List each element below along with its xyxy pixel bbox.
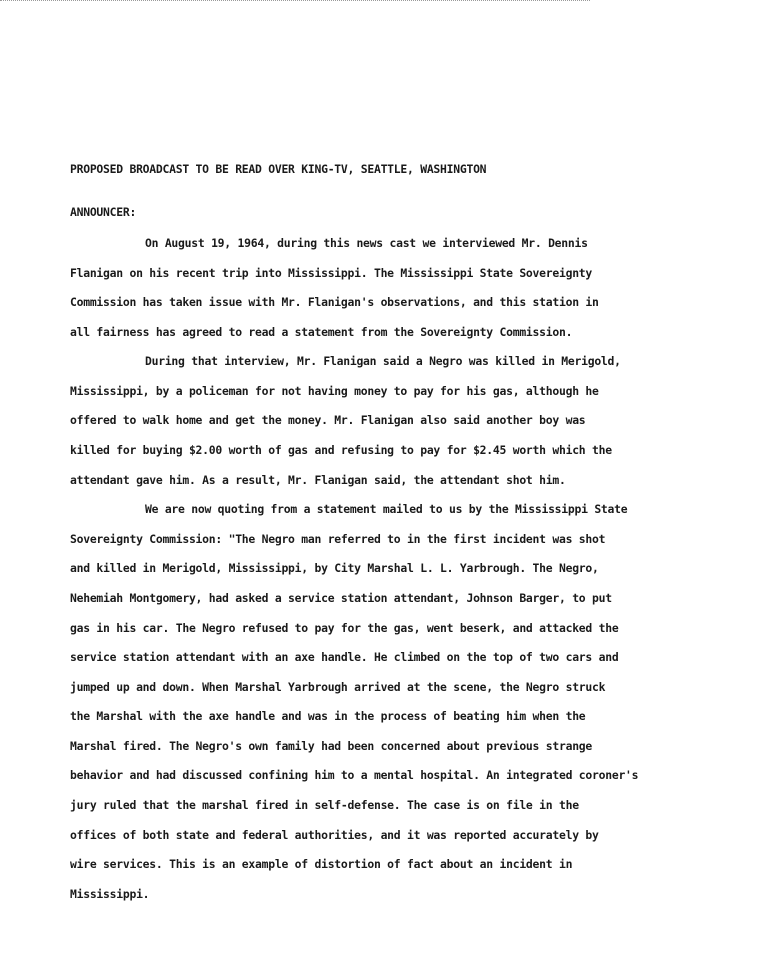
text-line: wire services. This is an example of distortion of fact about an incident in — [70, 857, 573, 872]
text-line: jumped up and down. When Marshal Yarbrough arrived at the scene, the Negro struck — [70, 679, 606, 694]
text-line: gas in his car. The Negro refused to pay for the gas, went beserk, and attacked the — [70, 620, 619, 635]
text-line: jury ruled that the marshal fired in self-defense. The case is on file in the — [70, 797, 579, 812]
document-heading: PROPOSED BROADCAST TO BE READ OVER KING-TV, SEATTLE, WASHINGTON — [70, 162, 487, 176]
text-line: Commission has taken issue with Mr. Flanigan's observations, and this station in — [70, 295, 599, 310]
text-line: the Marshal with the axe handle and was in the process of beating him when the — [70, 709, 586, 724]
text-line: and killed in Merigold, Mississippi, by City Marshal L. L. Yarbrough. The Negro, — [70, 561, 599, 576]
text-line: On August 19, 1964, during this news cast we interviewed Mr. Dennis — [145, 236, 588, 250]
text-line: Nehemiah Montgomery, had asked a service station attendant, Johnson Barger, to put — [70, 590, 612, 605]
text-line: behavior and had discussed confining him to a mental hospital. An integrated coroner's — [70, 768, 639, 783]
text-line: During that interview, Mr. Flanigan said a Negro was killed in Merigold, — [145, 354, 621, 369]
text-line: killed for buying $2.00 worth of gas and refusing to pay for $2.45 worth which the — [70, 443, 612, 458]
text-line: offices of both state and federal authorities, and it was reported accurately by — [70, 827, 599, 842]
text-line: Sovereignty Commission: "The Negro man referred to in the first incident was shot — [70, 531, 606, 546]
text-line: all fairness has agreed to read a statement from the Sovereignty Commission. — [70, 324, 573, 339]
text-line: Mississippi. — [70, 886, 150, 901]
text-line: offered to walk home and get the money. Mr. Flanigan also said another boy was — [70, 413, 586, 428]
text-line: We are now quoting from a statement mailed to us by the Mississippi State — [145, 502, 628, 517]
text-line: Mississippi, by a policeman for not having money to pay for his gas, although he — [70, 383, 599, 398]
text-line: service station attendant with an axe handle. He climbed on the top of two cars and — [70, 650, 619, 665]
statement-body — [70, 235, 750, 915]
text-line: attendant gave him. As a result, Mr. Flanigan said, the attendant shot him. — [70, 472, 566, 487]
text-line: Flanigan on his recent trip into Mississippi. The Mississippi State Sovereignty — [70, 265, 593, 280]
speaker-label: ANNOUNCER: — [70, 205, 137, 219]
top-edge-dotted-line — [0, 0, 590, 3]
text-line: Marshal fired. The Negro's own family had been concerned about previous strange — [70, 738, 593, 753]
